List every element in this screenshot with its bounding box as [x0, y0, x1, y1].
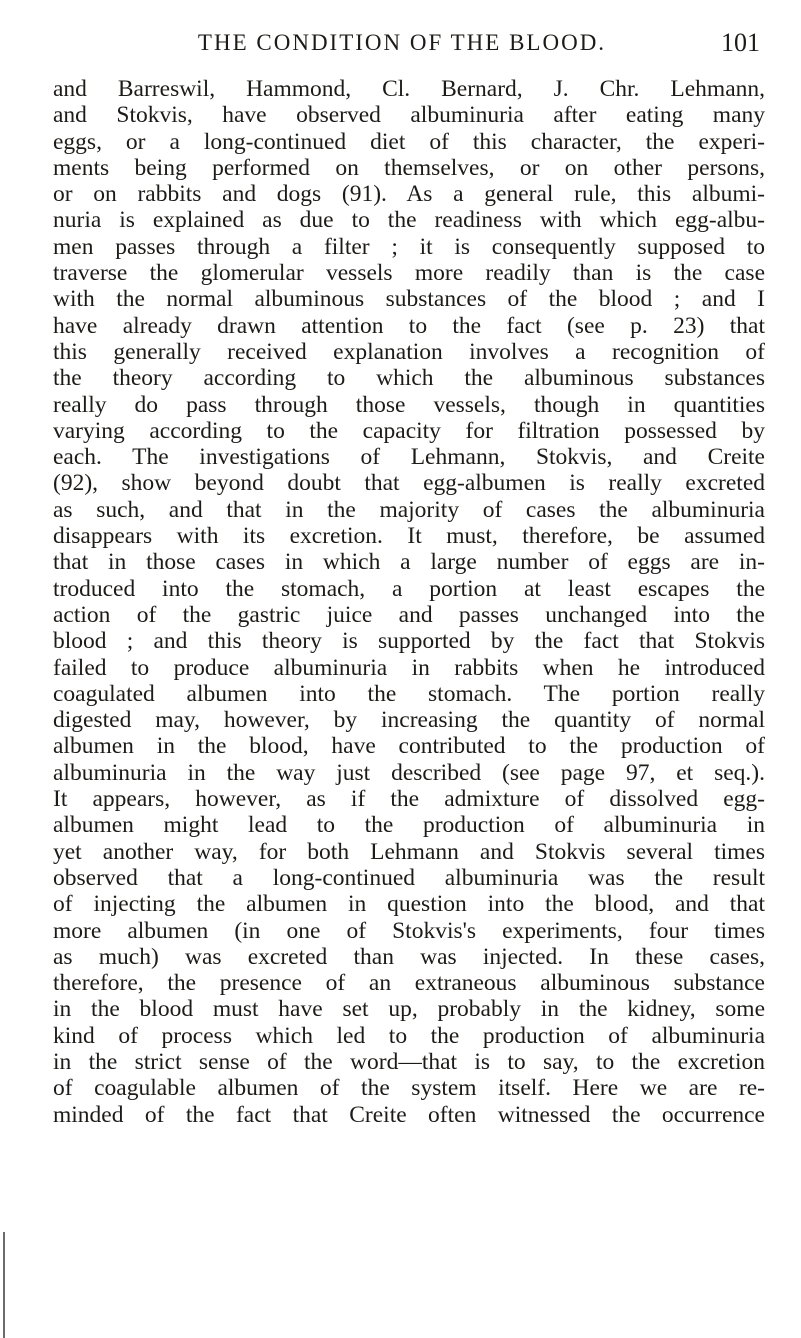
text-line: of coagulable albumen of the system itself. Here we are re-: [53, 1075, 765, 1102]
text-line: of injecting the albumen in question into the blood, and that: [53, 891, 765, 918]
text-line: really do pass through those vessels, though in quantities: [53, 391, 765, 418]
text-line: failed to produce albuminuria in rabbits when he introduced: [53, 654, 765, 681]
text-line: albuminuria in the way just described (see page 97, et seq.).: [53, 759, 765, 786]
text-line: this generally received explanation involves a recognition of: [53, 338, 765, 365]
text-line: It appears, however, as if the admixture of dissolved egg-: [53, 786, 765, 813]
text-line: yet another way, for both Lehmann and Stokvis several times: [53, 838, 765, 865]
running-title: THE CONDITION OF THE BLOOD.: [197, 30, 607, 55]
text-line: in the blood must have set up, probably in the kidney, some: [53, 996, 765, 1023]
text-line: men passes through a filter ; it is consequently supposed to: [53, 233, 765, 260]
text-line: minded of the fact that Creite often witnessed the occurrence: [53, 1101, 765, 1128]
text-line: have already drawn attention to the fact (see p. 23) that: [53, 312, 765, 339]
text-line: ments being performed on themselves, or on other persons,: [53, 154, 765, 181]
text-line: kind of process which led to the production of albuminuria: [53, 1022, 765, 1049]
text-line: with the normal albuminous substances of the blood ; and I: [53, 286, 765, 313]
text-line: action of the gastric juice and passes unchanged into the: [53, 601, 765, 628]
text-line: varying according to the capacity for filtration possessed by: [53, 417, 765, 444]
text-line: digested may, however, by increasing the quantity of normal: [53, 707, 765, 734]
page-edge-shadow: [3, 1232, 5, 1338]
text-line: that in those cases in which a large number of eggs are in-: [53, 549, 765, 576]
text-line: as much) was excreted than was injected. In these cases,: [53, 943, 765, 970]
text-line: and Stokvis, have observed albuminuria after eating many: [53, 102, 765, 129]
text-line: albumen in the blood, have contributed to the production of: [53, 733, 765, 760]
text-line: each. The investigations of Lehmann, Stokvis, and Creite: [53, 444, 765, 471]
page-number: 101: [721, 28, 760, 57]
text-line: traverse the glomerular vessels more readily than is the case: [53, 260, 765, 287]
text-line: blood ; and this theory is supported by the fact that Stokvis: [53, 628, 765, 655]
body-text: [53, 76, 765, 1128]
text-line: more albumen (in one of Stokvis's experiments, four times: [53, 917, 765, 944]
text-line: eggs, or a long-continued diet of this character, the experi-: [53, 128, 765, 155]
text-line: and Barreswil, Hammond, Cl. Bernard, J. Chr. Lehmann,: [53, 76, 765, 102]
text-line: albumen might lead to the production of albuminuria in: [53, 812, 765, 839]
text-line: coagulated albumen into the stomach. The portion really: [53, 680, 765, 707]
text-line: therefore, the presence of an extraneous albuminous substance: [53, 970, 765, 997]
text-line: observed that a long-continued albuminuria was the result: [53, 864, 765, 891]
text-line: troduced into the stomach, a portion at least escapes the: [53, 575, 765, 602]
text-line: nuria is explained as due to the readiness with which egg-albu-: [53, 207, 765, 234]
running-header: [42, 20, 760, 60]
text-line: or on rabbits and dogs (91). As a general rule, this albumi-: [53, 181, 765, 208]
text-line: in the strict sense of the word—that is to say, to the excretion: [53, 1048, 765, 1075]
text-line: the theory according to which the albuminous substances: [53, 365, 765, 392]
text-line: disappears with its excretion. It must, therefore, be assumed: [53, 523, 765, 550]
text-line: as such, and that in the majority of cases the albuminuria: [53, 496, 765, 523]
text-line: (92), show beyond doubt that egg-albumen is really excreted: [53, 470, 765, 497]
